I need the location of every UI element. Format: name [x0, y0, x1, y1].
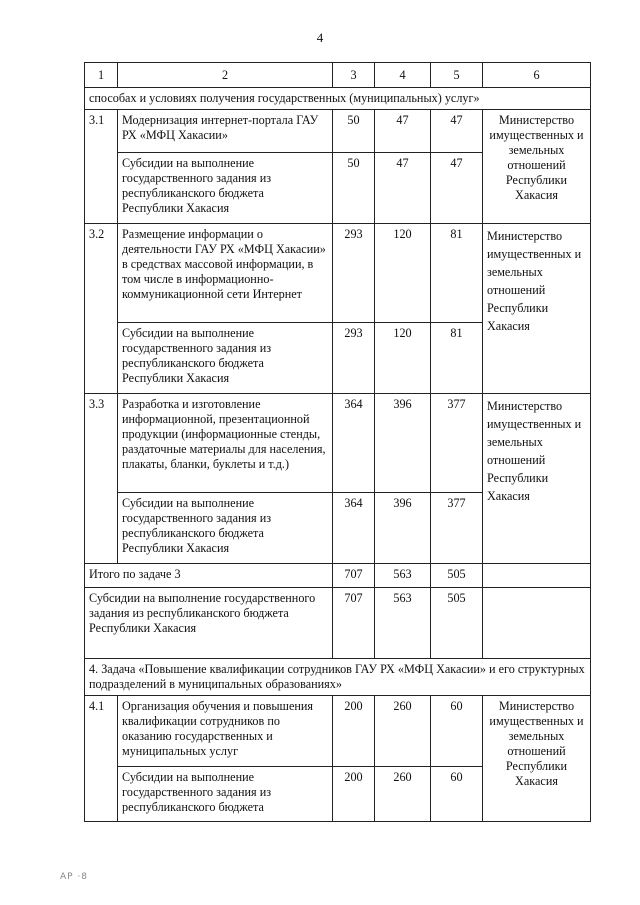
table-header-row [85, 63, 591, 88]
total-subsidy-row [85, 588, 591, 659]
responsible-ministry: Министерство имущественных и земельных отношений Республики Хакасия [483, 394, 591, 564]
subsidy-col3: 50 [333, 153, 375, 224]
section-continuation-row [85, 88, 591, 110]
item-description: Модернизация интернет-портала ГАУ РХ «МФЦ Хакасии» [118, 110, 333, 153]
subsidy-col4: 120 [375, 323, 431, 394]
total-subsidy-col3: 707 [333, 588, 375, 659]
total-ministry-empty [483, 564, 591, 588]
item-description: Разработка и изготовление информационной, презентационной продукции (информационные стенды, раздаточные материалы для населения, плакаты, бланки, буклеты и т.д.) [118, 394, 333, 493]
value-col5: 60 [431, 696, 483, 767]
subsidy-col4: 396 [375, 493, 431, 564]
footer-scan-mark: АР ·8 [60, 872, 89, 882]
table-row [85, 394, 591, 493]
responsible-ministry: Министерство имущественных и земельных отношений Республики Хакасия [483, 696, 591, 822]
item-number: 3.1 [85, 110, 118, 224]
value-col5: 47 [431, 110, 483, 153]
subsidy-col4: 260 [375, 767, 431, 822]
page-number: 4 [316, 30, 324, 45]
col-header-3: 3 [333, 63, 375, 88]
program-table [84, 62, 591, 822]
col-header-4: 4 [375, 63, 431, 88]
subsidy-description: Субсидии на выполнение государственного задания из республиканского бюджета Республики Хакасия [118, 153, 333, 224]
task4-title: 4. Задача «Повышение квалификации сотрудников ГАУ РХ «МФЦ Хакасии» и его структурных подразделений в муниципальных образованиях» [85, 659, 591, 696]
table-row [85, 696, 591, 767]
subsidy-col4: 47 [375, 153, 431, 224]
value-col4: 396 [375, 394, 431, 493]
subsidy-col3: 200 [333, 767, 375, 822]
item-number: 3.3 [85, 394, 118, 564]
value-col3: 50 [333, 110, 375, 153]
total-col4: 563 [375, 564, 431, 588]
col-header-1: 1 [85, 63, 118, 88]
value-col5: 377 [431, 394, 483, 493]
table-row [85, 110, 591, 153]
value-col4: 120 [375, 224, 431, 323]
value-col3: 293 [333, 224, 375, 323]
subsidy-col5: 47 [431, 153, 483, 224]
item-number: 3.2 [85, 224, 118, 394]
total-subsidy-col5: 505 [431, 588, 483, 659]
value-col3: 200 [333, 696, 375, 767]
value-col3: 364 [333, 394, 375, 493]
subsidy-description: Субсидии на выполнение государственного задания из республиканского бюджета [118, 767, 333, 822]
total-label: Итого по задаче 3 [85, 564, 333, 588]
responsible-ministry: Министерство имущественных и земельных отношений Республики Хакасия [483, 110, 591, 224]
col-header-2: 2 [118, 63, 333, 88]
col-header-5: 5 [431, 63, 483, 88]
total-subsidy-label: Субсидии на выполнение государственного задания из республиканского бюджета Республики Хакасия [85, 588, 333, 659]
col-header-6: 6 [483, 63, 591, 88]
total-col3: 707 [333, 564, 375, 588]
value-col5: 81 [431, 224, 483, 323]
subsidy-col5: 81 [431, 323, 483, 394]
total-row [85, 564, 591, 588]
subsidy-col3: 293 [333, 323, 375, 394]
value-col4: 260 [375, 696, 431, 767]
section-title-row [85, 659, 591, 696]
total-subsidy-col4: 563 [375, 588, 431, 659]
subsidy-col5: 60 [431, 767, 483, 822]
item-number: 4.1 [85, 696, 118, 822]
subsidy-col3: 364 [333, 493, 375, 564]
item-description: Размещение информации о деятельности ГАУ РХ «МФЦ Хакасии» в средствах массовой информации, в том числе в информационно-коммуникационной сети Интернет [118, 224, 333, 323]
item-description: Организация обучения и повышения квалификации сотрудников по оказанию государственных и муниципальных услуг [118, 696, 333, 767]
responsible-ministry: Министерство имущественных и земельных отношений Республики Хакасия [483, 224, 591, 394]
value-col4: 47 [375, 110, 431, 153]
subsidy-description: Субсидии на выполнение государственного задания из республиканского бюджета Республики Хакасия [118, 493, 333, 564]
table-row [85, 224, 591, 323]
total-subsidy-ministry-empty [483, 588, 591, 659]
total-col5: 505 [431, 564, 483, 588]
subsidy-col5: 377 [431, 493, 483, 564]
section-continuation-text: способах и условиях получения государственных (муниципальных) услуг» [85, 88, 591, 110]
subsidy-description: Субсидии на выполнение государственного задания из республиканского бюджета Республики Хакасия [118, 323, 333, 394]
